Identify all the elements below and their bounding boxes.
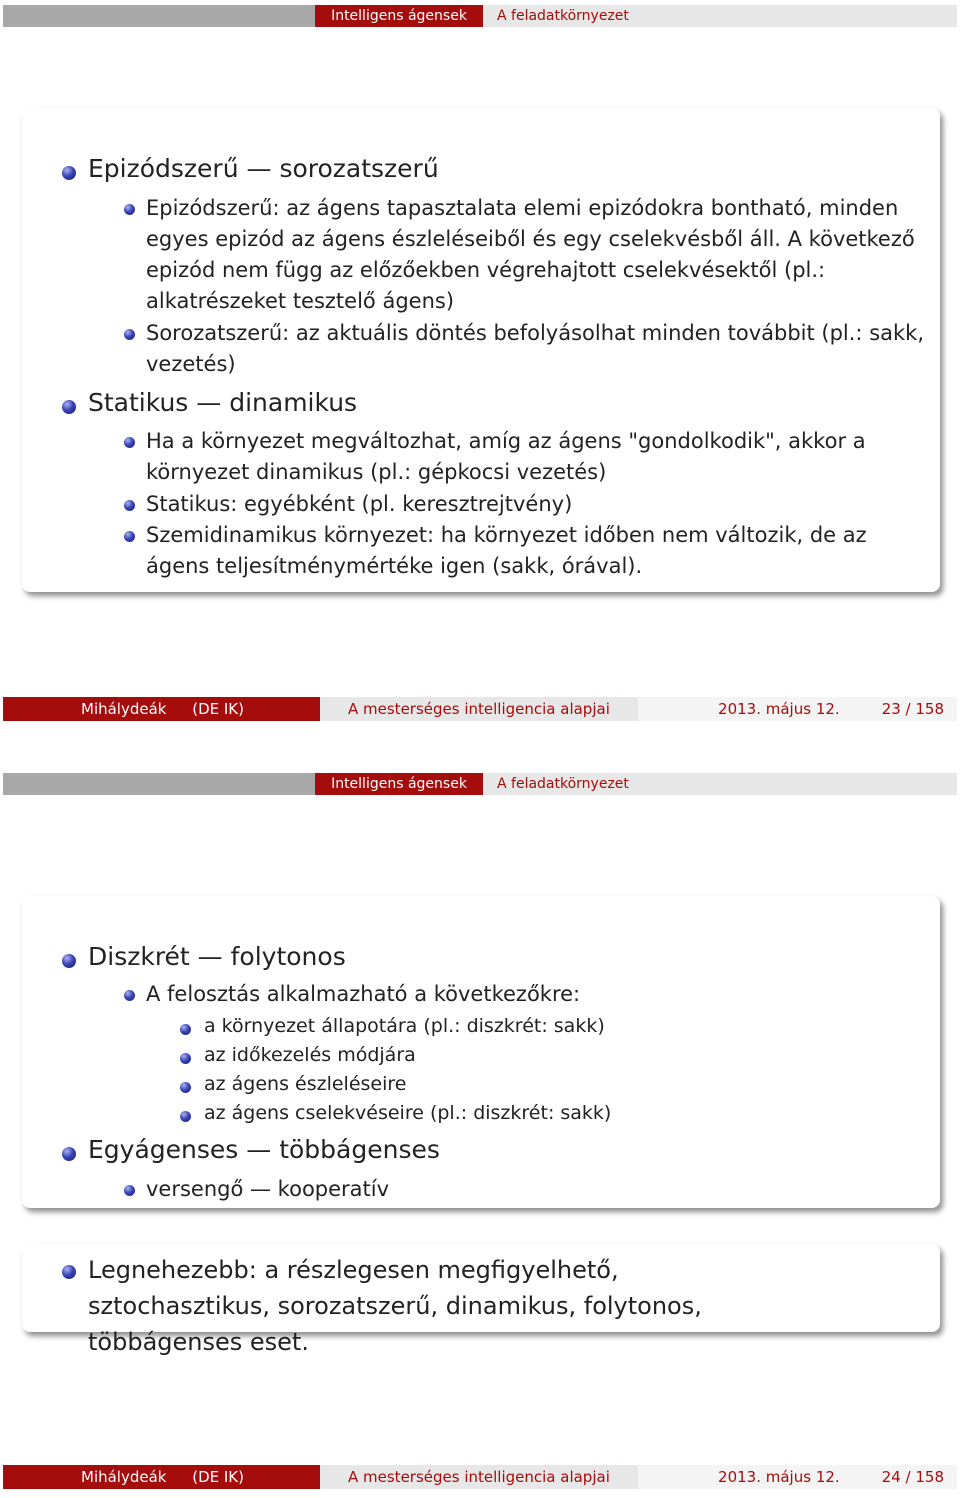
footer-author[interactable] [3,1465,320,1489]
sub-bullet-item: Ha a környezet megváltozhat, amíg az ágens "gondolkodik", akkor a környezet dinamikus (pl.: gépkocsi vezetés) [146,429,866,484]
slide-footer [3,697,957,721]
bullet-item: Epizódszerű — sorozatszerű [88,154,439,183]
header-left-bar [3,773,315,795]
bullet-item: Diszkrét — folytonos [88,942,346,971]
sub-sub-bullet-item: a környezet állapotára (pl.: diszkrét: sakk) [204,1015,605,1037]
header-subsection[interactable]: A feladatkörnyezet [483,5,957,27]
bullet-ball-icon [180,1111,191,1122]
sub-sub-bullet-item: az ágens észleléseire [204,1073,407,1095]
bullet-ball-icon [124,329,135,340]
bullet-ball-icon [124,1185,135,1196]
slide-header [3,5,957,27]
footer-author-name: Mihálydeák [81,1468,167,1486]
slide-23 [0,0,960,730]
sub-sub-bullet-item: az ágens cselekvéseire (pl.: diszkrét: sakk) [204,1102,612,1124]
footer-institute: (DE IK) [192,1468,244,1486]
content-block [22,108,940,592]
bullet-item: Statikus — dinamikus [88,388,358,417]
footer-author[interactable] [3,697,320,721]
sub-bullet-item: Szemidinamikus környezet: ha környezet időben nem változik, de az ágens teljesítménymértéke igen (sakk, órával). [146,523,867,578]
sub-bullet-item: versengő — kooperatív [146,1177,390,1201]
bullet-ball-icon [124,437,135,448]
bullet-ball-icon [62,1265,76,1279]
footer-info [638,1465,957,1489]
footer-author-name: Mihálydeák [81,700,167,718]
bullet-ball-icon [62,166,76,180]
sub-bullet-item: Statikus: egyébként (pl. keresztrejtvény) [146,492,573,516]
footer-institute: (DE IK) [192,700,244,718]
slide-header [3,773,957,795]
footer-page-number: 24 / 158 [881,1468,944,1486]
header-section[interactable]: Intelligens ágensek [315,5,483,27]
footer-info [638,697,957,721]
conclusion-block [22,1244,940,1356]
bullet-ball-icon [124,500,135,511]
sub-bullet-item: A felosztás alkalmazható a következőkre: [146,982,581,1006]
footer-date: 2013. május 12. [718,700,840,718]
bullet-ball-icon [180,1024,191,1035]
footer-course[interactable]: A mesterséges intelligencia alapjai [320,697,638,721]
bullet-ball-icon [62,1147,76,1161]
sub-bullet-item: Sorozatszerű: az aktuális döntés befolyásolhat minden továbbit (pl.: sakk, vezetés) [146,321,924,376]
slide-footer [3,1465,957,1489]
footer-course[interactable]: A mesterséges intelligencia alapjai [320,1465,638,1489]
bullet-ball-icon [62,400,76,414]
sub-sub-bullet-item: az időkezelés módjára [204,1044,416,1066]
conclusion-text: Legnehezebb: a részlegesen megfigyelhető, sztochasztikus, sorozatszerű, dinamikus, folytonos, többágenses eset. [88,1256,702,1356]
header-section[interactable]: Intelligens ágensek [315,773,483,795]
footer-page-number: 23 / 158 [881,700,944,718]
bullet-ball-icon [124,990,135,1001]
bullet-item: Egyágenses — többágenses [88,1135,440,1164]
bullet-ball-icon [180,1053,191,1064]
bullet-ball-icon [62,954,76,968]
sub-bullet-item: Epizódszerű: az ágens tapasztalata elemi epizódokra bontható, minden egyes epizód az ágens észleléseiből és egy cselekvésből áll. A következő epizód nem függ az előzőekben végrehajtott cselekvésektől (pl.: alkatrészeket tesztelő ágens) [146,196,915,313]
header-subsection[interactable]: A feladatkörnyezet [483,773,957,795]
content-block [22,896,940,1208]
bullet-ball-icon [180,1082,191,1093]
footer-date: 2013. május 12. [718,1468,840,1486]
bullet-ball-icon [124,204,135,215]
slide-24 [0,768,960,1498]
header-left-bar [3,5,315,27]
bullet-ball-icon [124,531,135,542]
